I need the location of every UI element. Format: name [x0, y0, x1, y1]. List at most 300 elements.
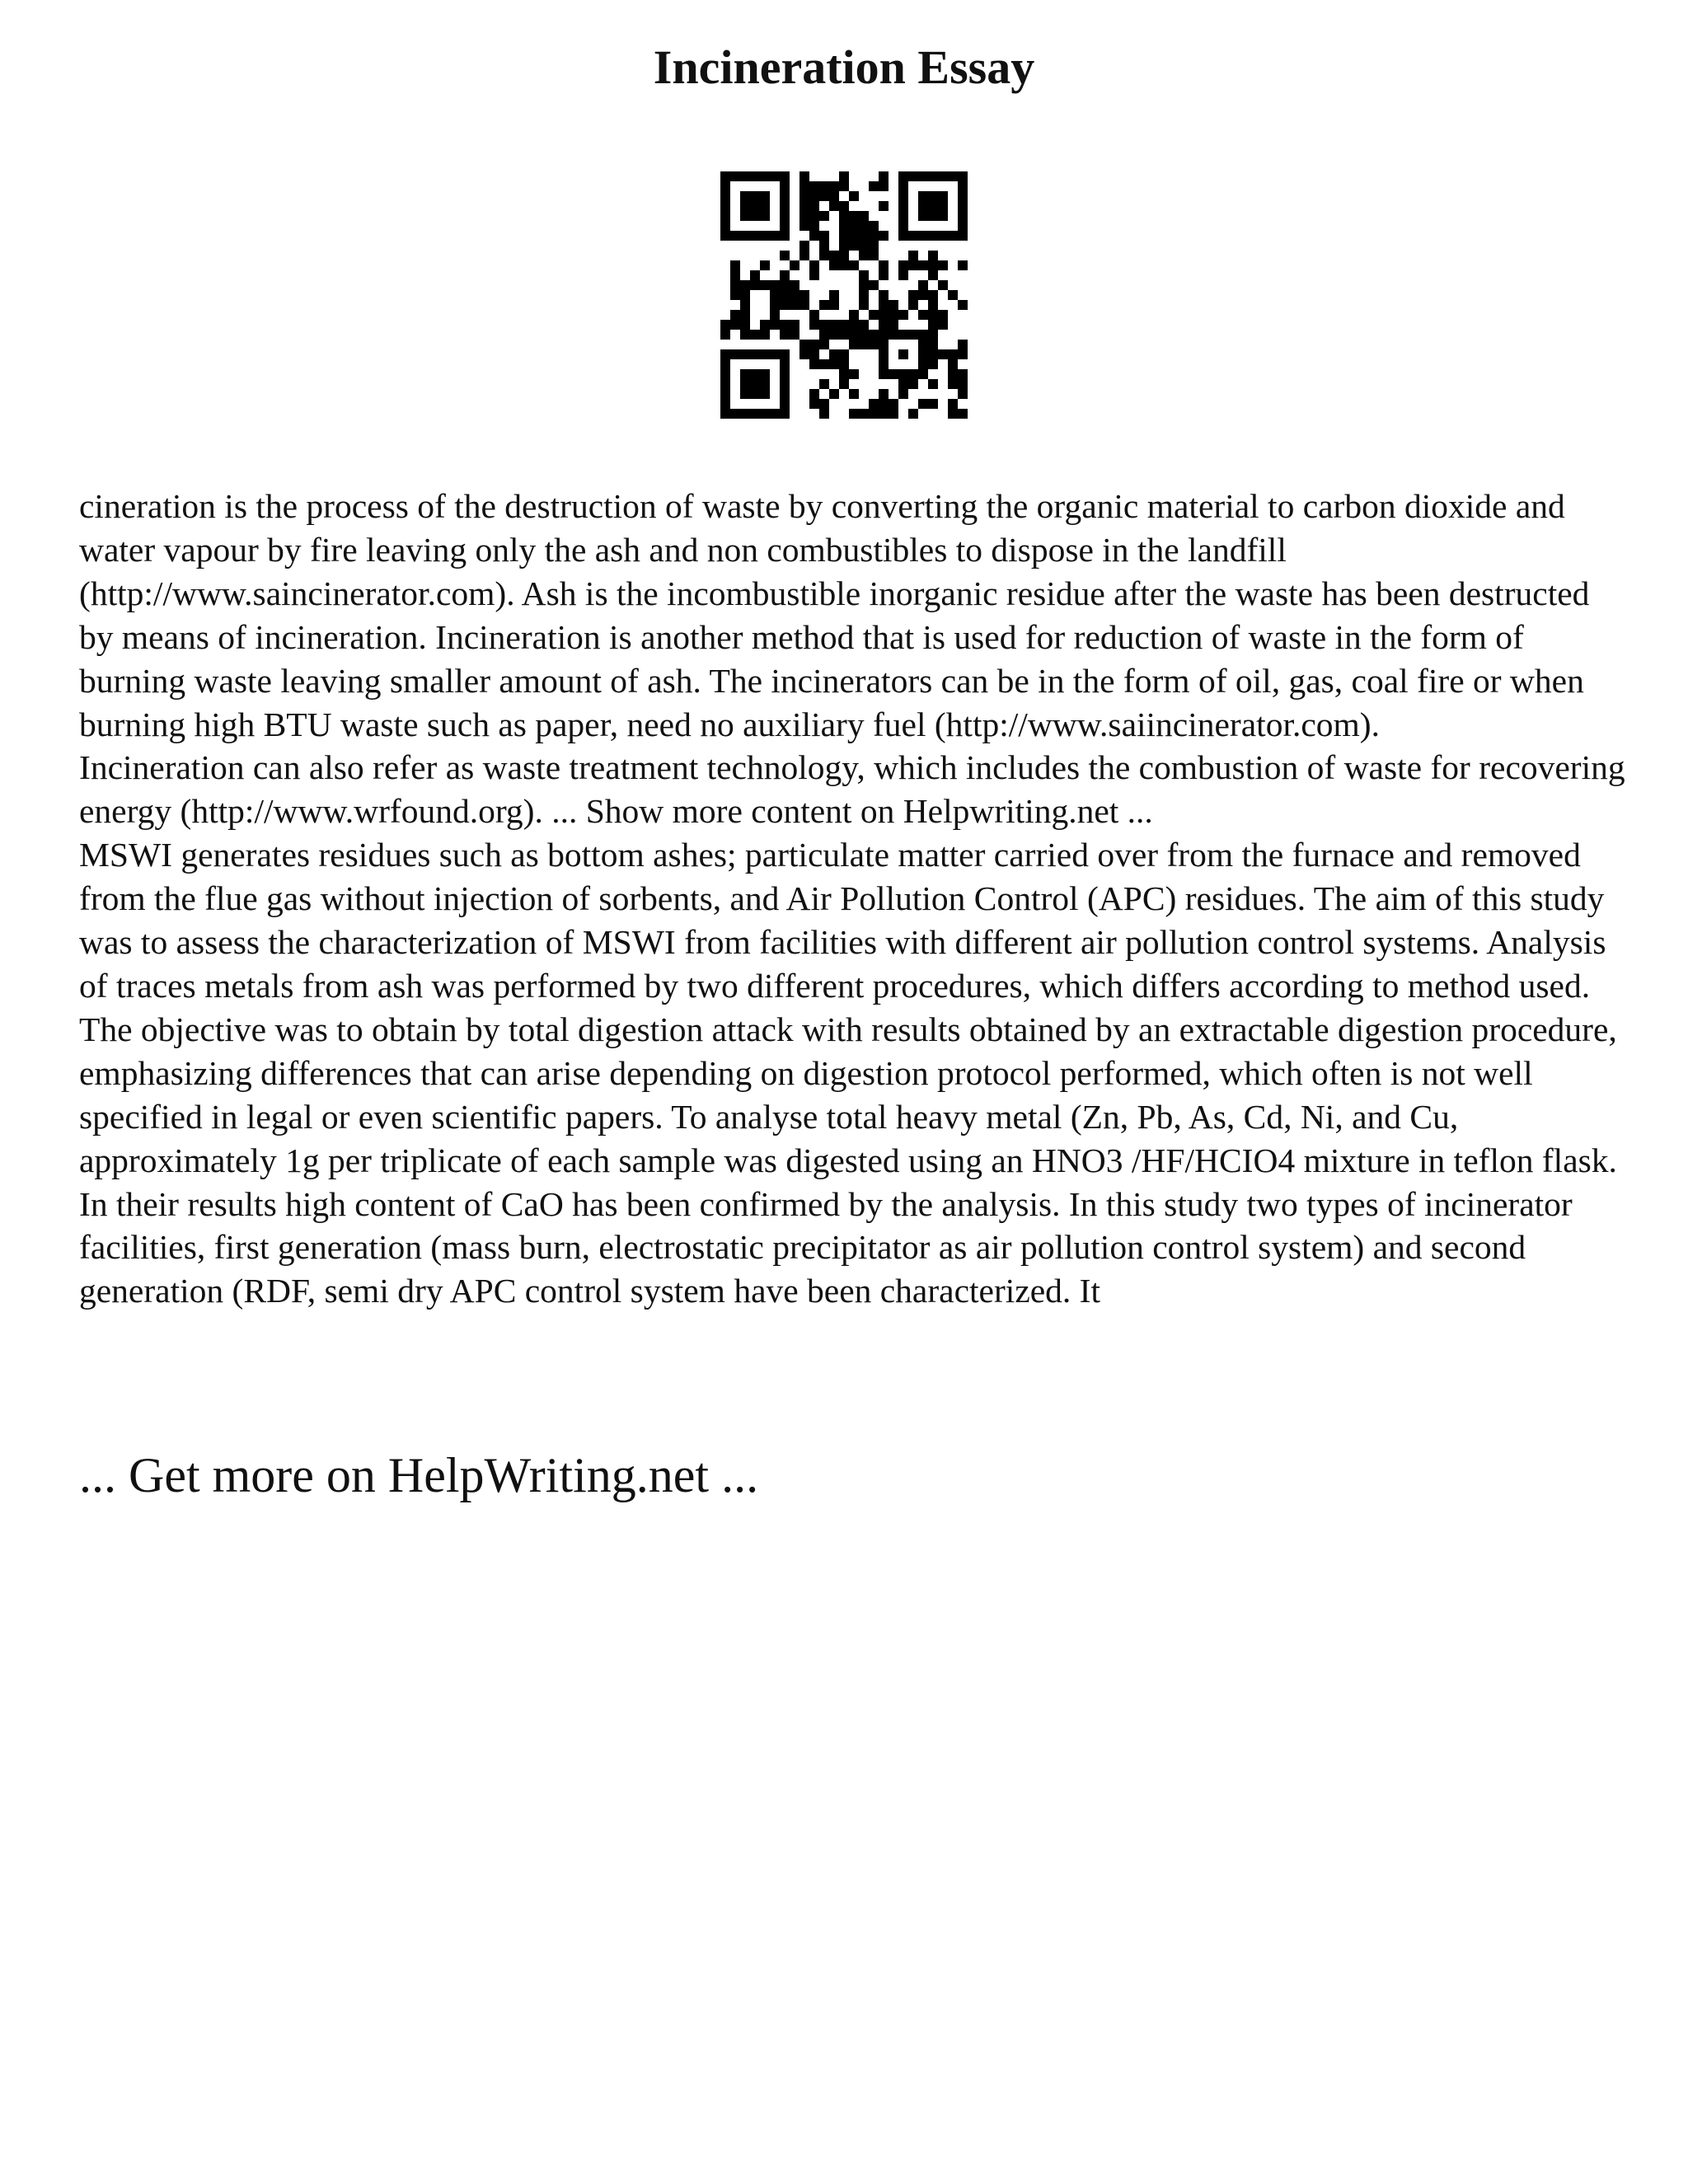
qr-module [948, 349, 958, 359]
qr-module [948, 409, 958, 419]
qr-module [819, 241, 829, 251]
paragraph-2: Incineration can also refer as waste treatment technology, which includes the combustion of waste for recovering energy (http://www.wrfound.org). ... Show more content on Helpwriting.net ... [79, 748, 1625, 831]
qr-module [770, 171, 780, 181]
qr-module [938, 349, 948, 359]
qr-module [869, 181, 879, 191]
qr-module [829, 330, 839, 340]
qr-module [839, 171, 849, 181]
qr-module [928, 320, 938, 330]
qr-module [740, 310, 750, 320]
qr-module [750, 369, 760, 379]
qr-module [740, 280, 750, 290]
qr-module [760, 320, 770, 330]
qr-module [760, 260, 770, 270]
qr-module [760, 330, 770, 340]
qr-module [730, 310, 740, 320]
qr-module [889, 300, 898, 310]
qr-module [859, 251, 869, 260]
qr-code-icon [720, 171, 968, 419]
qr-module [849, 191, 859, 201]
qr-module [869, 231, 879, 241]
qr-module [928, 349, 938, 359]
qr-module [780, 251, 790, 260]
qr-module [898, 181, 908, 191]
qr-module [879, 231, 889, 241]
qr-module [790, 300, 799, 310]
qr-module [928, 231, 938, 241]
qr-module [958, 231, 968, 241]
qr-module [849, 241, 859, 251]
essay-body [79, 485, 1629, 1313]
qr-module [928, 251, 938, 260]
qr-module [740, 369, 750, 379]
qr-module [898, 349, 908, 359]
qr-module [770, 231, 780, 241]
qr-module [839, 379, 849, 389]
qr-module [879, 349, 889, 359]
qr-module [958, 379, 968, 389]
qr-module [849, 260, 859, 270]
qr-module [839, 241, 849, 251]
qr-module [879, 270, 889, 280]
qr-module [760, 369, 770, 379]
qr-module [819, 231, 829, 241]
qr-module [958, 211, 968, 221]
qr-module [898, 231, 908, 241]
qr-module [780, 409, 790, 419]
qr-module [790, 290, 799, 300]
paragraph-3: MSWI generates residues such as bottom ashes; particulate matter carried over from the furnace and removed from the flue gas without injection of sorbents, and Air Pollution Control (APC) residues. The aim of this study was to assess the characterization of MSWI from facilities with different air pollution control systems. Analysis of traces metals from ash was performed by two different procedures, which differs according to method used. The objective was to obtain by total digestion attack with results obtained by an extractable digestion procedure, emphasizing differences that can arise depending on digestion protocol performed, which often is not well specified in legal or even scientific papers. To analyse total heavy metal (Zn, Pb, As, Cd, Ni, and Cu, approximately 1g per triplicate of each sample was digested using an HNO3 /HF/HCIO4 mixture in teflon flask. [79, 836, 1617, 1179]
qr-module [918, 340, 928, 349]
qr-module [958, 181, 968, 191]
qr-module [829, 359, 839, 369]
qr-module [829, 290, 839, 300]
qr-module [780, 290, 790, 300]
qr-module [918, 191, 928, 201]
qr-module [849, 310, 859, 320]
qr-module [918, 290, 928, 300]
qr-module [839, 260, 849, 270]
qr-module [780, 379, 790, 389]
qr-module [859, 280, 869, 290]
qr-module [898, 260, 908, 270]
qr-module [938, 171, 948, 181]
qr-module [879, 260, 889, 270]
qr-module [849, 231, 859, 241]
qr-module [958, 389, 968, 399]
qr-module [839, 349, 849, 359]
qr-module [849, 320, 859, 330]
qr-module [720, 330, 730, 340]
qr-module [720, 201, 730, 211]
qr-module [958, 260, 968, 270]
qr-module [908, 290, 918, 300]
qr-module [948, 290, 958, 300]
qr-module [898, 211, 908, 221]
qr-module [780, 389, 790, 399]
qr-module [760, 349, 770, 359]
qr-module [948, 369, 958, 379]
qr-module [780, 399, 790, 409]
qr-module [948, 231, 958, 241]
qr-module [928, 379, 938, 389]
qr-module [869, 340, 879, 349]
qr-module [730, 290, 740, 300]
qr-module [819, 300, 829, 310]
qr-module [799, 211, 809, 221]
qr-module [918, 310, 928, 320]
qr-module [839, 211, 849, 221]
qr-module [898, 191, 908, 201]
qr-module [799, 201, 809, 211]
qr-module [958, 171, 968, 181]
qr-module [918, 201, 928, 211]
qr-module [799, 171, 809, 181]
qr-module [928, 300, 938, 310]
qr-module [918, 399, 928, 409]
qr-module [898, 369, 908, 379]
qr-module [879, 290, 889, 300]
qr-module [720, 399, 730, 409]
qr-module [918, 171, 928, 181]
qr-module [780, 181, 790, 191]
qr-module [720, 171, 730, 181]
qr-module [770, 349, 780, 359]
qr-module [819, 191, 829, 201]
qr-module [958, 191, 968, 201]
qr-module [869, 221, 879, 231]
qr-module [829, 349, 839, 359]
qr-module [780, 191, 790, 201]
qr-module [770, 280, 780, 290]
qr-module [740, 171, 750, 181]
qr-module [958, 369, 968, 379]
qr-module [809, 181, 819, 191]
qr-module [879, 389, 889, 399]
qr-module [770, 290, 780, 300]
qr-module [879, 310, 889, 320]
qr-module [859, 330, 869, 340]
qr-module [819, 330, 829, 340]
qr-module [829, 191, 839, 201]
qr-module [780, 359, 790, 369]
qr-module [948, 379, 958, 389]
qr-module [849, 211, 859, 221]
qr-module [928, 191, 938, 201]
qr-module [938, 201, 948, 211]
qr-module [780, 211, 790, 221]
qr-module [958, 300, 968, 310]
qr-module [720, 349, 730, 359]
qr-module [859, 270, 869, 280]
qr-module [879, 330, 889, 340]
qr-module [898, 389, 908, 399]
qr-module [829, 300, 839, 310]
qr-module [799, 181, 809, 191]
qr-module [730, 260, 740, 270]
qr-module [750, 201, 760, 211]
qr-module [879, 409, 889, 419]
qr-module [750, 191, 760, 201]
qr-module [908, 231, 918, 241]
qr-module [829, 201, 839, 211]
qr-module [799, 221, 809, 231]
qr-module [918, 369, 928, 379]
qr-module [908, 369, 918, 379]
qr-module [879, 171, 889, 181]
qr-module [958, 221, 968, 231]
qr-module [740, 211, 750, 221]
qr-module [948, 359, 958, 369]
qr-code-graphic [720, 171, 968, 419]
qr-module [780, 270, 790, 280]
qr-module [720, 409, 730, 419]
qr-module [849, 389, 859, 399]
qr-module [799, 300, 809, 310]
qr-module [780, 171, 790, 181]
qr-module [918, 211, 928, 221]
qr-module [740, 320, 750, 330]
qr-module [730, 171, 740, 181]
qr-module [740, 191, 750, 201]
qr-module [790, 260, 799, 270]
qr-module [829, 251, 839, 260]
qr-module [879, 300, 889, 310]
qr-module [720, 369, 730, 379]
qr-module [730, 409, 740, 419]
qr-module [790, 280, 799, 290]
qr-module [918, 349, 928, 359]
qr-module [780, 349, 790, 359]
qr-module [740, 349, 750, 359]
qr-module [809, 389, 819, 399]
qr-module [819, 359, 829, 369]
qr-module [819, 320, 829, 330]
qr-module [730, 231, 740, 241]
qr-module [869, 409, 879, 419]
qr-module [819, 211, 829, 221]
qr-module [928, 211, 938, 221]
qr-module [740, 389, 750, 399]
qr-module [750, 280, 760, 290]
qr-module [799, 241, 809, 251]
qr-module [879, 201, 889, 211]
qr-module [879, 359, 889, 369]
qr-module [869, 241, 879, 251]
qr-module [928, 330, 938, 340]
qr-module [879, 340, 889, 349]
qr-module [760, 201, 770, 211]
qr-module [780, 369, 790, 379]
qr-module [780, 320, 790, 330]
qr-module [760, 409, 770, 419]
qr-module [829, 181, 839, 191]
qr-module [948, 399, 958, 409]
qr-module [859, 211, 869, 221]
qr-module [720, 389, 730, 399]
qr-module [869, 310, 879, 320]
qr-module [889, 369, 898, 379]
qr-module [869, 251, 879, 260]
qr-module [819, 409, 829, 419]
qr-module [958, 340, 968, 349]
qr-module [849, 340, 859, 349]
qr-module [809, 211, 819, 221]
qr-module [928, 260, 938, 270]
qr-module [908, 409, 918, 419]
qr-module [750, 389, 760, 399]
qr-module [889, 310, 898, 320]
qr-module [809, 221, 819, 231]
qr-module [809, 260, 819, 270]
qr-module [760, 280, 770, 290]
qr-module [760, 211, 770, 221]
qr-module [750, 270, 760, 280]
qr-module [879, 320, 889, 330]
qr-module [859, 300, 869, 310]
qr-module [799, 191, 809, 201]
qr-module [889, 320, 898, 330]
qr-module [928, 340, 938, 349]
paragraph-4: In their results high content of CaO has been confirmed by the analysis. In this study two types of incinerator facilities, first generation (mass burn, electrostatic precipitator as air pollution control system) and second generation (RDF, semi dry APC control system have been characterized. It [79, 1184, 1573, 1310]
qr-module [839, 330, 849, 340]
qr-module [809, 340, 819, 349]
qr-module [760, 231, 770, 241]
qr-module [760, 379, 770, 389]
qr-module [839, 320, 849, 330]
qr-module [859, 241, 869, 251]
qr-module [898, 310, 908, 320]
qr-module [740, 300, 750, 310]
qr-module [859, 290, 869, 300]
qr-module [770, 409, 780, 419]
qr-module [819, 379, 829, 389]
qr-module [938, 211, 948, 221]
page-title: Incineration Essay [653, 40, 1035, 94]
qr-module [918, 359, 928, 369]
qr-module [928, 399, 938, 409]
qr-module [720, 211, 730, 221]
qr-module [829, 260, 839, 270]
qr-module [799, 340, 809, 349]
qr-module [809, 320, 819, 330]
qr-module [898, 221, 908, 231]
qr-module [839, 359, 849, 369]
qr-module [839, 251, 849, 260]
qr-module [819, 399, 829, 409]
qr-module [898, 379, 908, 389]
qr-module [849, 221, 859, 231]
qr-module [720, 359, 730, 369]
qr-module [938, 191, 948, 201]
qr-module [908, 171, 918, 181]
qr-module [770, 310, 780, 320]
qr-module [908, 330, 918, 340]
qr-module [720, 181, 730, 191]
qr-module [819, 181, 829, 191]
qr-module [770, 320, 780, 330]
qr-module [898, 330, 908, 340]
qr-module [809, 359, 819, 369]
qr-module [809, 270, 819, 280]
qr-module [740, 330, 750, 340]
qr-module [938, 280, 948, 290]
qr-module [908, 251, 918, 260]
qr-module [799, 290, 809, 300]
qr-module [918, 330, 928, 340]
qr-module [869, 280, 879, 290]
qr-module [740, 290, 750, 300]
qr-module [938, 231, 948, 241]
qr-module [928, 359, 938, 369]
qr-module [790, 320, 799, 330]
qr-module [819, 340, 829, 349]
qr-module [730, 280, 740, 290]
qr-module [740, 409, 750, 419]
qr-module [908, 300, 918, 310]
qr-module [889, 330, 898, 340]
qr-module [918, 260, 928, 270]
qr-module [859, 320, 869, 330]
qr-module [809, 349, 819, 359]
qr-module [730, 320, 740, 330]
qr-module [889, 409, 898, 419]
qr-module [829, 320, 839, 330]
qr-module [740, 231, 750, 241]
qr-module [859, 340, 869, 349]
qr-module [879, 399, 889, 409]
qr-module [918, 280, 928, 290]
qr-module [859, 231, 869, 241]
qr-module [799, 349, 809, 359]
qr-module [938, 310, 948, 320]
qr-module [740, 379, 750, 389]
qr-module [720, 221, 730, 231]
qr-module [898, 171, 908, 181]
qr-module [958, 409, 968, 419]
qr-module [908, 260, 918, 270]
qr-module [750, 211, 760, 221]
qr-module [780, 221, 790, 231]
qr-module [809, 191, 819, 201]
qr-module [908, 379, 918, 389]
qr-module [780, 300, 790, 310]
qr-module [948, 171, 958, 181]
qr-module [869, 399, 879, 409]
qr-module [799, 251, 809, 260]
qr-module [849, 369, 859, 379]
qr-module [750, 171, 760, 181]
qr-module [790, 330, 799, 340]
qr-module [839, 201, 849, 211]
qr-module [750, 349, 760, 359]
qr-module [780, 231, 790, 241]
get-more-link[interactable]: ... Get more on HelpWriting.net ... [79, 1448, 759, 1502]
qr-module [928, 171, 938, 181]
qr-module [898, 201, 908, 211]
qr-module [839, 231, 849, 241]
qr-module [720, 379, 730, 389]
qr-module [730, 270, 740, 280]
qr-module [760, 171, 770, 181]
qr-module [898, 270, 908, 280]
qr-module [958, 201, 968, 211]
qr-module [958, 349, 968, 359]
qr-module [809, 399, 819, 409]
qr-module [780, 201, 790, 211]
qr-module [809, 231, 819, 241]
qr-module [760, 191, 770, 201]
